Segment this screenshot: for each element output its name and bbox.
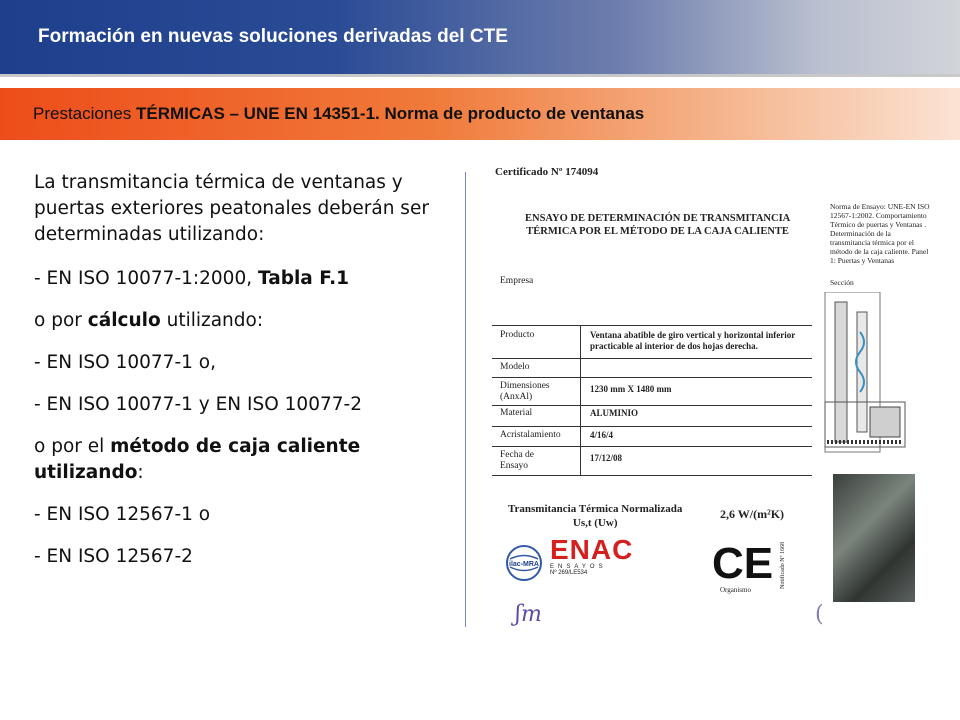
certificate-title [525,212,790,238]
ce-mark: CE [712,539,774,588]
method-line-1 [34,266,454,292]
method-line-1-bold: Tabla F.1 [257,268,350,289]
tt-label-1: Transmitancia Térmica Normalizada [508,503,683,515]
method-line-2-bold: cálculo [87,310,161,331]
intro-paragraph: La transmitancia térmica de ventanas y puertas exteriores peatonales deberán ser determinadas utilizando: [34,172,429,245]
table-rule [492,405,812,406]
empresa-label: Empresa [500,276,534,286]
header-divider [0,74,960,77]
header-title: Formación en nuevas soluciones derivadas del CTE [38,26,508,47]
signature-mark: ( [815,602,824,627]
ilac-mra-logo [505,544,543,582]
table-rule [492,446,812,447]
certificate-title-line-1: ENSAYO DE DETERMINACIÓN DE TRANSMITANCIA [525,213,791,224]
table-rule [492,358,812,359]
acristalamiento-label: Acristalamiento [500,430,561,440]
subheader-title [33,104,644,124]
method-line-5-bold: método de caja caliente utilizando [34,436,361,483]
producto-value-2: practicable al interior de dos hojas derecha. [590,341,758,351]
enac-logo [550,536,633,576]
table-rule [492,475,812,476]
method-line-2 [34,308,454,334]
subheader-title-rest: TÉRMICAS – UNE EN 14351-1. Norma de producto de ventanas [131,104,645,123]
method-line-4: - EN ISO 10077-1 y EN ISO 10077-2 [34,394,362,415]
method-line-2-suffix: utilizando: [160,310,264,331]
producto-label: Producto [500,330,535,340]
fecha-label-2: Ensayo [500,461,528,471]
enac-sub: ENSAYOS [550,564,607,570]
certificate-number: Certificado Nº 174094 [495,166,599,178]
method-line-1-text: - EN ISO 10077-1:2000, [34,268,258,289]
thermal-transmittance-label [508,502,682,530]
thermal-transmittance-value: 2,6 W/(m²K) [720,507,785,521]
window-test-photo [833,474,915,602]
table-rule [492,426,812,427]
material-value: ALUMINIO [590,408,639,418]
dimensiones-label [500,381,550,403]
dimensiones-label-2: (AnxAl) [500,392,533,402]
material-label: Material [500,408,533,418]
body-text [34,170,454,586]
method-line-7: - EN ISO 12567-2 [34,546,193,567]
fecha-value: 17/12/08 [590,453,623,463]
method-line-6: - EN ISO 12567-1 o [34,504,211,525]
table-rule [492,325,812,326]
method-line-5 [34,434,454,486]
acristalamiento-value: 4/16/4 [590,430,614,440]
enac-text: ENAC [550,534,634,565]
table-rule [492,377,812,378]
method-line-5-text: o por el [34,436,111,457]
signature-mark: ʃ𝑚 [515,602,542,627]
enac-number: Nº 269/LE534 [550,570,588,576]
fecha-label [500,450,534,472]
ce-organismo-label: Organismo [720,586,751,594]
modelo-label: Modelo [500,362,530,372]
certificate-image [480,162,935,630]
method-line-2-text: o por [34,310,88,331]
section-label: Sección [830,278,854,287]
dimensiones-value: 1230 mm X 1480 mm [590,384,672,394]
certificate-title-line-2: TÉRMICA POR EL MÉTODO DE LA CAJA CALIENTE [526,226,789,237]
divider-line [465,172,466,627]
dimensiones-label-1: Dimensiones [500,381,550,391]
method-line-5-suffix: : [137,462,144,483]
fecha-label-1: Fecha de [500,450,535,460]
producto-value-1: Ventana abatible de giro vertical y horizontal inferior [590,330,796,340]
notified-body-label: Notificado Nº 1668 [780,542,786,589]
test-standard-note: Norma de Ensayo: UNE-EN ISO 12567-1:2002. Comportamiento Térmico de puertas y Ventanas . Determinación de la transmitancia térmica por el método de la caja caliente. Panel 1: Puertas y Ventanas [830,202,930,265]
ilac-text: ilac-MRA [509,561,539,568]
method-line-3: - EN ISO 10077-1 o, [34,352,216,373]
subheader-title-start: Prestaciones [33,104,132,123]
window-section-drawing [815,292,915,462]
producto-value [590,330,795,352]
tt-label-2: Us,t (Uw) [572,517,618,529]
table-column-rule [580,325,581,475]
